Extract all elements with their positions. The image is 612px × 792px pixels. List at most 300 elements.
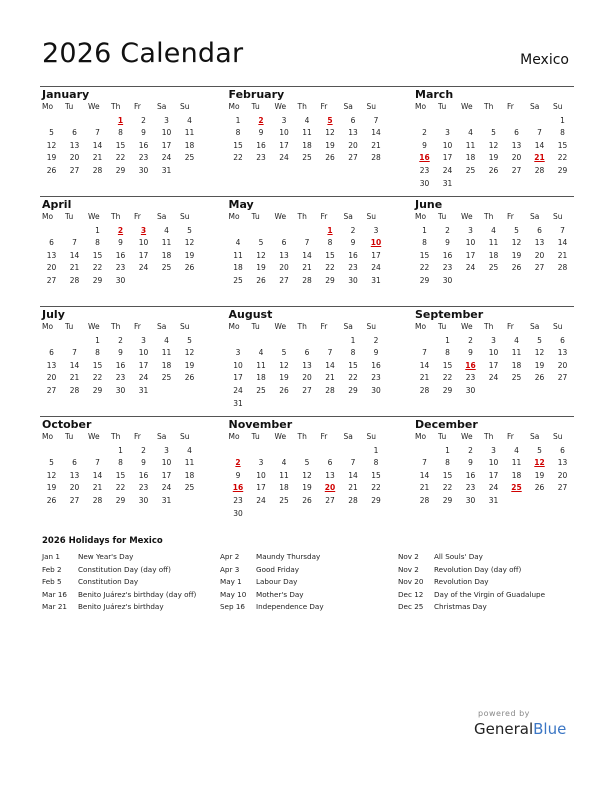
country-label: Mexico xyxy=(520,52,569,68)
day-cell: 27 xyxy=(534,263,545,273)
empty-cell xyxy=(319,335,342,348)
weekday-header: We xyxy=(88,322,100,331)
weekday-header: Fr xyxy=(320,212,328,221)
day-cell: 22 xyxy=(92,263,103,273)
day-cell: 24 xyxy=(256,495,266,505)
weekday-header: Su xyxy=(180,212,190,221)
weekday-header: Th xyxy=(484,432,494,441)
day-cell: 24 xyxy=(161,483,172,493)
day-cell: 22 xyxy=(419,263,430,273)
day-cell: 6 xyxy=(281,238,287,248)
day-cell: 31 xyxy=(371,275,381,285)
day-cell: 17 xyxy=(161,140,172,150)
day-cell: 16 xyxy=(465,470,476,480)
holiday-name: Benito Juárez's birthday (day off) xyxy=(78,589,197,599)
day-cell: 3 xyxy=(468,225,473,235)
day-cell: 24 xyxy=(233,385,243,395)
day-cell: 10 xyxy=(138,348,149,358)
weekday-header: Sa xyxy=(157,212,167,221)
day-cell: 13 xyxy=(511,140,522,150)
day-cell: 18 xyxy=(302,140,312,150)
holiday-date: Mar 16 xyxy=(42,589,67,599)
day-cell: 22 xyxy=(115,483,126,493)
month-name: December xyxy=(415,418,478,431)
holiday-name: Mother's Day xyxy=(256,589,304,599)
day-cell: 1 xyxy=(422,225,427,235)
day-cell: 30 xyxy=(465,385,476,395)
day-cell: 1 xyxy=(350,335,356,345)
day-cell: 7 xyxy=(422,458,427,468)
empty-cell xyxy=(250,225,273,238)
day-cell: 16 xyxy=(256,140,266,150)
day-cell: 1 xyxy=(95,335,100,345)
month-name: March xyxy=(415,88,454,101)
weekday-header: Tu xyxy=(251,322,260,331)
day-cell: 23 xyxy=(465,373,476,383)
weekday-header: Fr xyxy=(134,322,141,331)
day-cell: 11 xyxy=(279,470,289,480)
day-cell: 14 xyxy=(302,250,312,260)
month-row xyxy=(40,196,574,306)
empty-cell xyxy=(482,115,505,128)
day-cell: 20 xyxy=(557,360,568,370)
holiday-name: All Souls' Day xyxy=(434,552,483,561)
weekday-header: Su xyxy=(553,432,563,441)
weekday-header: Tu xyxy=(65,432,74,441)
day-cell: 30 xyxy=(348,275,358,285)
month-november xyxy=(227,417,388,526)
day-cell: 17 xyxy=(488,360,499,370)
holiday-item xyxy=(220,565,398,578)
day-cell: 22 xyxy=(442,373,453,383)
holiday-day-cell: 5 xyxy=(327,115,333,125)
day-cell: 23 xyxy=(138,483,149,493)
holiday-day-cell: 21 xyxy=(534,153,545,163)
day-cell: 13 xyxy=(302,360,312,370)
day-cell: 24 xyxy=(138,373,149,383)
holiday-day-cell: 1 xyxy=(327,225,333,235)
day-cell: 10 xyxy=(465,238,476,248)
day-cell: 14 xyxy=(419,470,430,480)
weekday-header: Tu xyxy=(251,432,260,441)
day-cell: 30 xyxy=(138,165,149,175)
month-name: January xyxy=(42,88,90,101)
day-cell: 27 xyxy=(325,495,335,505)
weekday-header: Mo xyxy=(228,102,240,111)
day-cell: 24 xyxy=(161,153,172,163)
day-cell: 14 xyxy=(534,140,545,150)
holiday-name: Revolution Day xyxy=(434,577,489,586)
day-cell: 4 xyxy=(258,348,264,358)
day-cell: 21 xyxy=(69,263,80,273)
day-cell: 11 xyxy=(161,348,172,358)
day-cell: 29 xyxy=(557,165,568,175)
day-cell: 19 xyxy=(488,153,499,163)
day-cell: 6 xyxy=(560,445,565,455)
day-cell: 11 xyxy=(511,458,522,468)
empty-cell xyxy=(459,115,482,128)
day-cell: 29 xyxy=(419,275,430,285)
day-cell: 3 xyxy=(373,225,379,235)
day-grid xyxy=(227,102,388,165)
weekday-header: Fr xyxy=(134,102,141,111)
day-cell: 20 xyxy=(348,140,358,150)
powered-by-text: powered by xyxy=(478,709,530,718)
day-cell: 21 xyxy=(69,373,80,383)
weekday-header: Sa xyxy=(157,102,167,111)
day-grid xyxy=(40,322,201,398)
day-cell: 15 xyxy=(348,360,358,370)
day-cell: 12 xyxy=(511,238,522,248)
day-cell: 25 xyxy=(161,373,172,383)
day-cell: 19 xyxy=(534,360,545,370)
month-row xyxy=(40,416,574,526)
day-cell: 5 xyxy=(49,128,54,138)
day-cell: 13 xyxy=(69,140,80,150)
day-cell: 18 xyxy=(184,470,195,480)
day-cell: 20 xyxy=(557,470,568,480)
day-cell: 9 xyxy=(118,348,123,358)
day-cell: 18 xyxy=(279,483,289,493)
weekday-header: Tu xyxy=(438,322,447,331)
day-cell: 19 xyxy=(46,483,57,493)
day-cell: 9 xyxy=(468,348,473,358)
day-cell: 15 xyxy=(371,470,381,480)
month-july xyxy=(40,307,201,416)
holiday-item xyxy=(398,590,576,603)
day-cell: 16 xyxy=(138,140,149,150)
day-cell: 26 xyxy=(325,153,335,163)
empty-cell xyxy=(63,115,86,128)
day-cell: 21 xyxy=(557,250,568,260)
day-cell: 10 xyxy=(279,128,289,138)
day-cell: 6 xyxy=(49,238,54,248)
day-cell: 4 xyxy=(235,238,241,248)
month-row xyxy=(40,86,574,196)
day-cell: 15 xyxy=(115,140,126,150)
weekday-header: Su xyxy=(553,322,563,331)
holiday-date: Nov 20 xyxy=(398,577,424,586)
day-cell: 18 xyxy=(233,263,243,273)
weekday-header: Fr xyxy=(507,102,514,111)
holiday-name: Constitution Day xyxy=(78,577,139,586)
day-cell: 7 xyxy=(72,238,77,248)
day-cell: 16 xyxy=(348,250,358,260)
day-cell: 12 xyxy=(325,128,335,138)
day-cell: 18 xyxy=(465,153,476,163)
day-cell: 28 xyxy=(69,275,80,285)
holiday-name: Labour Day xyxy=(256,577,298,586)
day-cell: 28 xyxy=(69,385,80,395)
day-cell: 11 xyxy=(184,128,195,138)
day-cell: 30 xyxy=(371,385,381,395)
day-cell: 27 xyxy=(557,483,568,493)
holiday-date: Dec 12 xyxy=(398,589,424,599)
day-cell: 15 xyxy=(92,360,103,370)
day-cell: 13 xyxy=(557,348,568,358)
months-grid xyxy=(40,86,574,526)
day-cell: 17 xyxy=(371,250,381,260)
day-cell: 13 xyxy=(46,360,57,370)
day-cell: 8 xyxy=(560,128,565,138)
empty-cell xyxy=(273,335,296,348)
holiday-date: Nov 2 xyxy=(398,564,419,574)
holiday-date: Mar 21 xyxy=(42,602,67,611)
day-cell: 8 xyxy=(350,348,356,358)
day-cell: 12 xyxy=(46,470,57,480)
day-cell: 27 xyxy=(69,495,80,505)
day-cell: 26 xyxy=(184,373,195,383)
weekday-header: Mo xyxy=(42,212,54,221)
weekday-header: Su xyxy=(553,102,563,111)
month-row xyxy=(40,306,574,416)
holiday-day-cell: 2 xyxy=(258,115,264,125)
day-cell: 29 xyxy=(442,385,453,395)
day-cell: 26 xyxy=(46,165,57,175)
month-march xyxy=(413,87,574,196)
day-cell: 4 xyxy=(468,128,473,138)
day-cell: 4 xyxy=(514,445,519,455)
day-cell: 10 xyxy=(161,128,172,138)
day-cell: 28 xyxy=(348,495,358,505)
day-cell: 12 xyxy=(302,470,312,480)
day-cell: 7 xyxy=(327,348,333,358)
day-cell: 1 xyxy=(445,335,450,345)
holiday-item xyxy=(42,590,220,603)
day-cell: 8 xyxy=(445,458,450,468)
day-cell: 8 xyxy=(118,458,123,468)
day-cell: 25 xyxy=(511,373,522,383)
month-august xyxy=(227,307,388,416)
day-cell: 22 xyxy=(233,153,243,163)
day-cell: 21 xyxy=(92,483,103,493)
day-cell: 6 xyxy=(72,458,77,468)
weekday-header: Th xyxy=(297,322,307,331)
day-cell: 3 xyxy=(164,115,169,125)
day-cell: 9 xyxy=(235,470,241,480)
day-cell: 6 xyxy=(560,335,565,345)
day-cell: 3 xyxy=(141,335,146,345)
day-cell: 14 xyxy=(325,360,335,370)
day-cell: 11 xyxy=(184,458,195,468)
holiday-item xyxy=(398,577,576,590)
day-cell: 25 xyxy=(465,165,476,175)
day-cell: 15 xyxy=(115,470,126,480)
day-cell: 31 xyxy=(488,495,499,505)
day-cell: 19 xyxy=(325,140,335,150)
day-cell: 3 xyxy=(491,335,496,345)
day-cell: 3 xyxy=(281,115,287,125)
weekday-header: We xyxy=(274,102,287,111)
day-cell: 2 xyxy=(141,445,146,455)
weekday-header: Fr xyxy=(507,212,514,221)
weekday-header: Mo xyxy=(42,322,54,331)
day-cell: 22 xyxy=(442,483,453,493)
brand-logo[interactable] xyxy=(474,720,566,738)
day-cell: 23 xyxy=(442,263,453,273)
month-april xyxy=(40,197,201,306)
day-cell: 24 xyxy=(488,373,499,383)
holiday-name: Benito Juárez's birthday xyxy=(78,602,164,611)
weekday-header: Tu xyxy=(65,212,74,221)
day-cell: 3 xyxy=(491,445,496,455)
day-cell: 2 xyxy=(373,335,379,345)
holiday-item xyxy=(220,577,398,590)
day-cell: 30 xyxy=(138,495,149,505)
day-cell: 11 xyxy=(233,250,243,260)
day-cell: 22 xyxy=(348,373,358,383)
day-cell: 8 xyxy=(327,238,333,248)
day-cell: 13 xyxy=(348,128,358,138)
weekday-header: Su xyxy=(366,102,377,111)
day-cell: 6 xyxy=(49,348,54,358)
day-cell: 24 xyxy=(371,263,381,273)
day-cell: 22 xyxy=(557,153,568,163)
brand-general: General xyxy=(474,720,534,738)
weekday-header: We xyxy=(274,212,287,221)
holiday-name: New Year's Day xyxy=(78,552,134,561)
day-cell: 14 xyxy=(69,250,80,260)
month-june xyxy=(413,197,574,306)
day-grid xyxy=(40,432,201,508)
holiday-name: Good Friday xyxy=(256,564,299,574)
weekday-header: Tu xyxy=(438,102,447,111)
day-cell: 14 xyxy=(69,360,80,370)
day-cell: 9 xyxy=(258,128,264,138)
empty-cell xyxy=(86,445,109,458)
weekday-header: Fr xyxy=(320,432,328,441)
day-cell: 21 xyxy=(419,373,430,383)
day-cell: 10 xyxy=(233,360,243,370)
day-cell: 21 xyxy=(371,140,381,150)
day-cell: 17 xyxy=(161,470,172,480)
weekday-header: Fr xyxy=(134,432,141,441)
weekday-header: Th xyxy=(484,322,494,331)
day-cell: 24 xyxy=(138,263,149,273)
day-cell: 24 xyxy=(442,165,453,175)
day-cell: 26 xyxy=(46,495,57,505)
empty-cell xyxy=(250,445,273,458)
weekday-header: Th xyxy=(297,102,307,111)
weekday-header: Sa xyxy=(343,432,353,441)
holiday-date: Nov 2 xyxy=(398,552,419,561)
empty-cell xyxy=(63,335,86,348)
empty-cell xyxy=(63,225,86,238)
month-name: November xyxy=(228,418,293,431)
day-cell: 7 xyxy=(422,348,427,358)
day-cell: 18 xyxy=(256,373,266,383)
day-cell: 2 xyxy=(141,115,146,125)
day-cell: 25 xyxy=(184,153,195,163)
weekday-header: Th xyxy=(297,212,307,221)
day-grid xyxy=(227,322,388,410)
day-cell: 7 xyxy=(537,128,542,138)
day-cell: 19 xyxy=(279,373,289,383)
day-cell: 25 xyxy=(279,495,289,505)
weekday-header: Sa xyxy=(343,102,353,111)
day-cell: 11 xyxy=(488,238,499,248)
weekday-header: We xyxy=(461,432,473,441)
holiday-date: Jan 1 xyxy=(42,552,60,561)
day-cell: 16 xyxy=(138,470,149,480)
day-cell: 28 xyxy=(92,165,103,175)
day-grid xyxy=(413,432,574,508)
day-cell: 11 xyxy=(256,360,266,370)
day-cell: 26 xyxy=(511,263,522,273)
day-cell: 12 xyxy=(46,140,57,150)
day-cell: 15 xyxy=(557,140,568,150)
day-cell: 5 xyxy=(537,335,542,345)
day-cell: 19 xyxy=(511,250,522,260)
day-cell: 2 xyxy=(350,225,356,235)
day-cell: 19 xyxy=(184,360,195,370)
weekday-header: We xyxy=(461,212,473,221)
empty-cell xyxy=(273,225,296,238)
weekday-header: Mo xyxy=(42,102,54,111)
day-cell: 6 xyxy=(72,128,77,138)
day-cell: 16 xyxy=(371,360,381,370)
day-cell: 9 xyxy=(445,238,450,248)
day-cell: 27 xyxy=(69,165,80,175)
day-cell: 31 xyxy=(138,385,149,395)
holiday-day-cell: 1 xyxy=(117,115,124,125)
day-cell: 29 xyxy=(325,275,335,285)
day-cell: 23 xyxy=(419,165,430,175)
holiday-day-cell: 10 xyxy=(370,238,382,248)
weekday-header: Su xyxy=(180,102,190,111)
weekday-header: Su xyxy=(180,432,190,441)
holiday-day-cell: 16 xyxy=(419,153,430,163)
weekday-header: Sa xyxy=(157,432,167,441)
weekday-header: Su xyxy=(366,212,377,221)
day-cell: 21 xyxy=(92,153,103,163)
day-cell: 9 xyxy=(350,238,356,248)
weekday-header: Th xyxy=(484,212,494,221)
weekday-header: Th xyxy=(297,432,307,441)
holiday-item xyxy=(398,565,576,578)
day-cell: 22 xyxy=(325,263,335,273)
holiday-date: May 10 xyxy=(220,589,247,599)
weekday-header: Su xyxy=(366,432,377,441)
day-cell: 18 xyxy=(488,250,499,260)
holiday-day-cell: 12 xyxy=(534,458,545,468)
day-cell: 26 xyxy=(302,495,312,505)
holiday-name: Independence Day xyxy=(256,602,324,611)
day-cell: 13 xyxy=(325,470,335,480)
holidays-section xyxy=(42,536,576,615)
day-grid xyxy=(40,212,201,288)
day-cell: 5 xyxy=(281,348,287,358)
weekday-header: We xyxy=(88,432,100,441)
weekday-header: Su xyxy=(180,322,190,331)
day-cell: 17 xyxy=(138,360,149,370)
day-cell: 26 xyxy=(184,263,195,273)
empty-cell xyxy=(319,445,342,458)
day-cell: 17 xyxy=(488,470,499,480)
day-cell: 21 xyxy=(419,483,430,493)
day-cell: 8 xyxy=(118,128,123,138)
day-cell: 27 xyxy=(46,385,57,395)
day-cell: 1 xyxy=(235,115,241,125)
day-cell: 4 xyxy=(164,225,169,235)
day-cell: 23 xyxy=(138,153,149,163)
day-cell: 7 xyxy=(304,238,310,248)
day-cell: 17 xyxy=(442,153,453,163)
empty-cell xyxy=(273,445,296,458)
day-cell: 31 xyxy=(161,495,172,505)
weekday-header: Mo xyxy=(228,212,240,221)
weekday-header: Tu xyxy=(438,212,447,221)
